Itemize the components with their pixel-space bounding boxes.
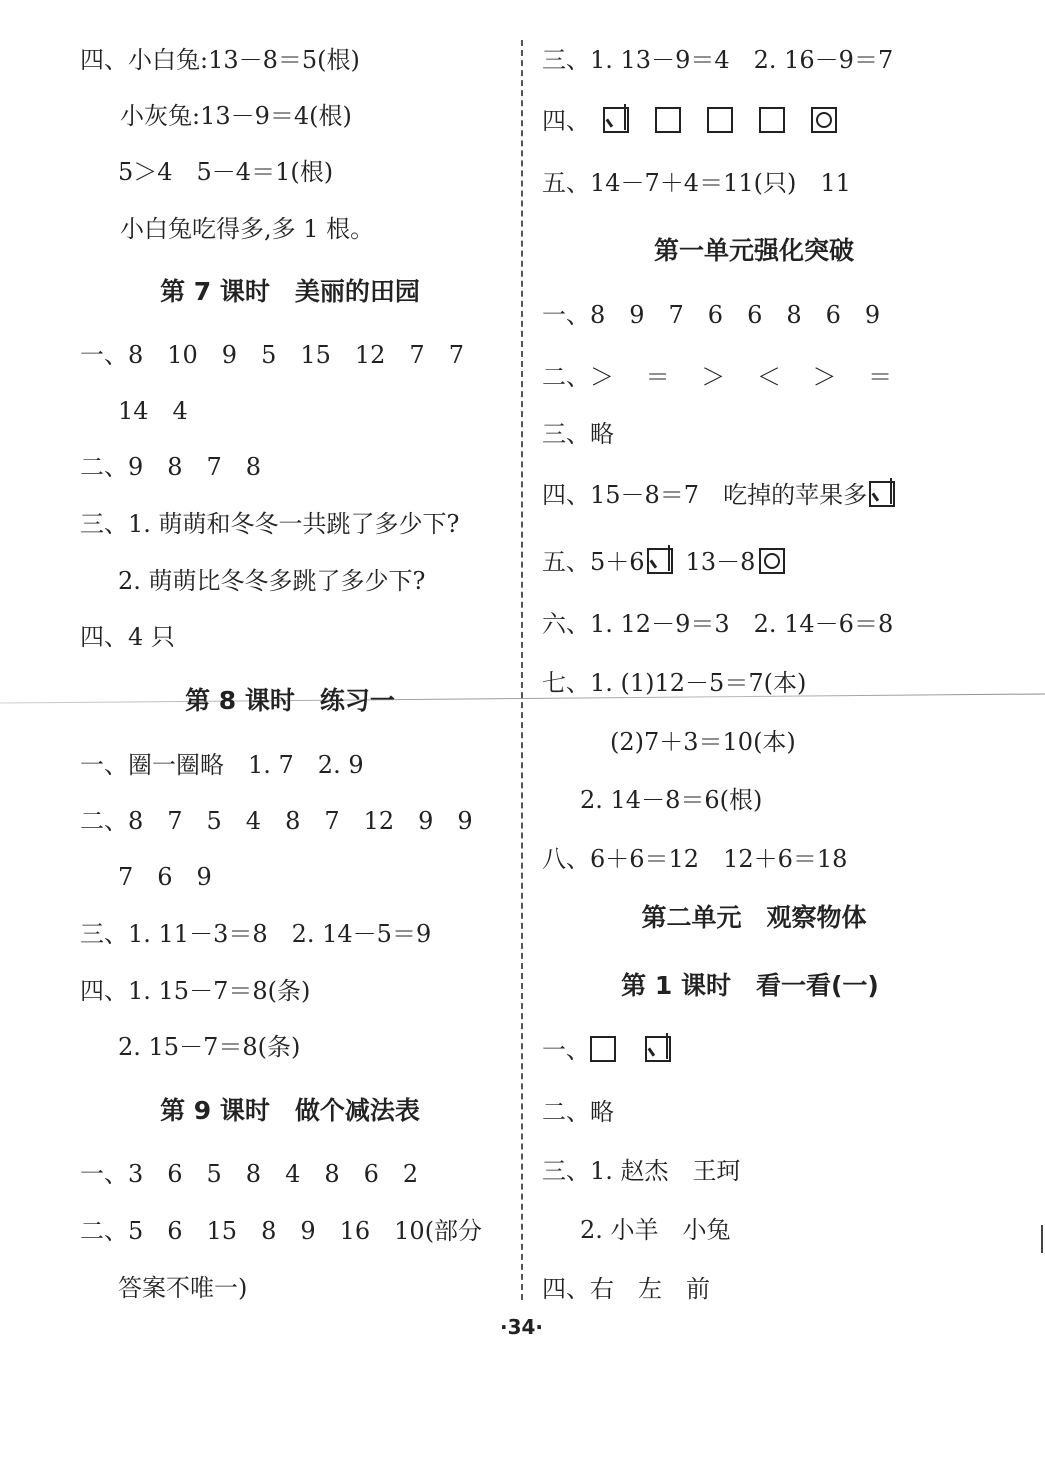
empty-box-icon [759, 107, 785, 133]
checked-box-icon [869, 481, 895, 507]
answer-line: 小灰兔:13－9＝4(根) [120, 102, 352, 130]
answer-line: 二、5 6 15 8 9 16 10(部分 [80, 1217, 483, 1245]
lesson-8-heading: 第 8 课时 练习一 [185, 686, 395, 715]
empty-box-icon [655, 107, 681, 133]
answer-line: 三、1. 11－3＝8 2. 14－5＝9 [80, 920, 432, 948]
answer-text: 13－8 [685, 548, 756, 576]
answer-line: 二、＞ ＝ ＞ ＜ ＞ ＝ [542, 363, 893, 391]
answer-line: 二、略 [542, 1098, 614, 1126]
unit-1-review-heading: 第一单元强化突破 [653, 236, 855, 265]
answer-line: 五、14－7＋4＝11(只) 11 [542, 169, 851, 197]
answer-line: (2)7＋3＝10(本) [610, 728, 796, 756]
answer-line: 一、8 10 9 5 15 12 7 7 [80, 341, 464, 369]
unit-2-heading: 第二单元 观察物体 [641, 903, 867, 932]
checked-box-icon [645, 1036, 671, 1062]
answer-line-boxes [542, 104, 850, 138]
answer-line: 2. 萌萌比冬冬多跳了多少下? [118, 567, 426, 595]
answer-line: 2. 14－8＝6(根) [580, 786, 763, 814]
answer-line: 三、1. 13－9＝4 2. 16－9＝7 [542, 46, 894, 74]
answer-line: 八、6＋6＝12 12＋6＝18 [542, 845, 848, 873]
answer-line-with-box [542, 478, 908, 512]
answer-line: 二、9 8 7 8 [80, 453, 262, 481]
answer-line: 三、1. 赵杰 王珂 [542, 1157, 741, 1185]
page-number: ·34· [500, 1315, 544, 1339]
answer-line: 一、8 9 7 6 6 8 6 9 [542, 301, 881, 329]
answer-line-boxes [542, 1033, 684, 1067]
checked-box-icon [603, 107, 629, 133]
circled-box-icon [759, 548, 785, 574]
answer-prefix: 一、 [542, 1036, 590, 1064]
answer-line: 七、1. (1)12－5＝7(本) [542, 669, 807, 697]
answer-line: 5＞4 5－4＝1(根) [118, 158, 334, 186]
answer-line: 四、右 左 前 [542, 1275, 710, 1303]
answer-line: 二、8 7 5 4 8 7 12 9 9 [80, 807, 473, 835]
checked-box-icon [647, 548, 673, 574]
answer-line-with-boxes [542, 545, 798, 579]
answer-line: 2. 15－7＝8(条) [118, 1033, 301, 1061]
answer-line: 三、1. 萌萌和冬冬一共跳了多少下? [80, 510, 460, 538]
unit-2-lesson-1-heading: 第 1 课时 看一看(一) [621, 971, 879, 1000]
answer-text: 五、5＋6 [542, 548, 645, 576]
answer-line: 三、略 [542, 420, 614, 448]
answer-line: 2. 小羊 小兔 [580, 1216, 731, 1244]
answer-line: 7 6 9 [118, 863, 212, 891]
answer-line: 四、1. 15－7＝8(条) [80, 977, 311, 1005]
answer-line: 一、圈一圈略 1. 7 2. 9 [80, 751, 364, 779]
empty-box-icon [707, 107, 733, 133]
answer-line: 一、3 6 5 8 4 8 6 2 [80, 1160, 419, 1188]
lesson-7-heading: 第 7 课时 美丽的田园 [160, 277, 420, 306]
answer-line: 答案不唯一) [118, 1274, 248, 1302]
answer-line: 小白兔吃得多,多 1 根。 [120, 215, 375, 243]
answer-prefix: 四、 [542, 107, 590, 135]
answer-text: 四、15－8＝7 吃掉的苹果多 [542, 481, 868, 509]
empty-box-icon [590, 1036, 616, 1062]
edge-mark [1041, 1225, 1043, 1253]
answer-line: 四、4 只 [80, 623, 175, 651]
circled-box-icon [811, 107, 837, 133]
lesson-9-heading: 第 9 课时 做个减法表 [160, 1096, 420, 1125]
answer-line: 四、小白兔:13－8＝5(根) [80, 46, 360, 74]
answer-line: 14 4 [118, 397, 188, 425]
column-divider [521, 40, 523, 1300]
answer-line: 六、1. 12－9＝3 2. 14－6＝8 [542, 610, 894, 638]
